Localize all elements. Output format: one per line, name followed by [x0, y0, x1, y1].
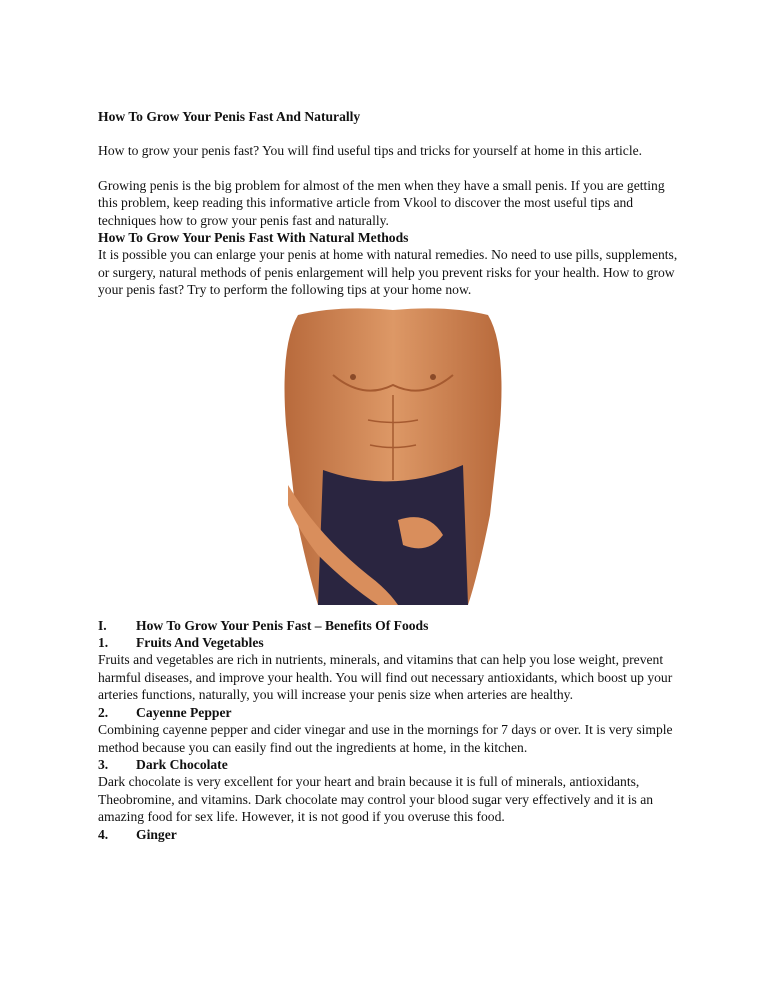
- item-number: 2.: [98, 704, 109, 720]
- item-heading: [98, 634, 678, 651]
- article-photo: [278, 305, 508, 613]
- item-number: 1.: [98, 635, 109, 651]
- section-numeral: I.: [98, 617, 107, 633]
- section-heading: [98, 617, 678, 634]
- item-heading: [98, 756, 678, 773]
- article-body: [98, 108, 678, 843]
- item-heading: [98, 826, 678, 843]
- body-paragraph-2: It is possible you can enlarge your penis at home with natural remedies. No need to use pills, supplements, or surgery, natural methods of penis enlargement will help you prevent risks for your health. How to grow your penis fast? Try to perform the following tips at your home now.: [98, 247, 678, 298]
- item-title: Cayenne Pepper: [136, 704, 232, 720]
- body-paragraph-1: Growing penis is the big problem for almost of the men when they have a small penis. If you are getting this problem, keep reading this informative article from Vkool to discover the most useful tips and techniques how to grow your penis fast and naturally.: [98, 177, 665, 228]
- item-text: Combining cayenne pepper and cider vinegar and use in the mornings for 7 days or over. It is very simple method because you can easily find out the ingredients at home, in the kitchen.: [98, 722, 673, 755]
- intro-paragraph: How to grow your penis fast? You will find useful tips and tricks for yourself at home in this article.: [98, 143, 643, 159]
- torso-illustration: [278, 305, 508, 613]
- article-title: How To Grow Your Penis Fast And Naturally: [98, 109, 361, 124]
- subheading: How To Grow Your Penis Fast With Natural Methods: [98, 230, 409, 246]
- item-title: Fruits And Vegetables: [136, 635, 264, 651]
- item-title: Ginger: [136, 826, 177, 842]
- item-heading: [98, 704, 678, 721]
- item-title: Dark Chocolate: [136, 756, 228, 772]
- section-title: How To Grow Your Penis Fast – Benefits Of Foods: [136, 617, 429, 633]
- item-text: Fruits and vegetables are rich in nutrients, minerals, and vitamins that can help you lose weight, prevent harmful diseases, and improve your health. You will find out necessary antioxidants, which boost up your arteries functions, naturally, you will increase your penis size when arteries are healthy.: [98, 652, 673, 703]
- item-number: 4.: [98, 826, 109, 842]
- item-text: Dark chocolate is very excellent for your heart and brain because it is full of minerals, antioxidants, Theobromine, and vitamins. Dark chocolate may control your blood sugar very effectively and it is an amazing food for sex life. However, it is not good if you overuse this food.: [98, 774, 654, 825]
- item-number: 3.: [98, 756, 109, 772]
